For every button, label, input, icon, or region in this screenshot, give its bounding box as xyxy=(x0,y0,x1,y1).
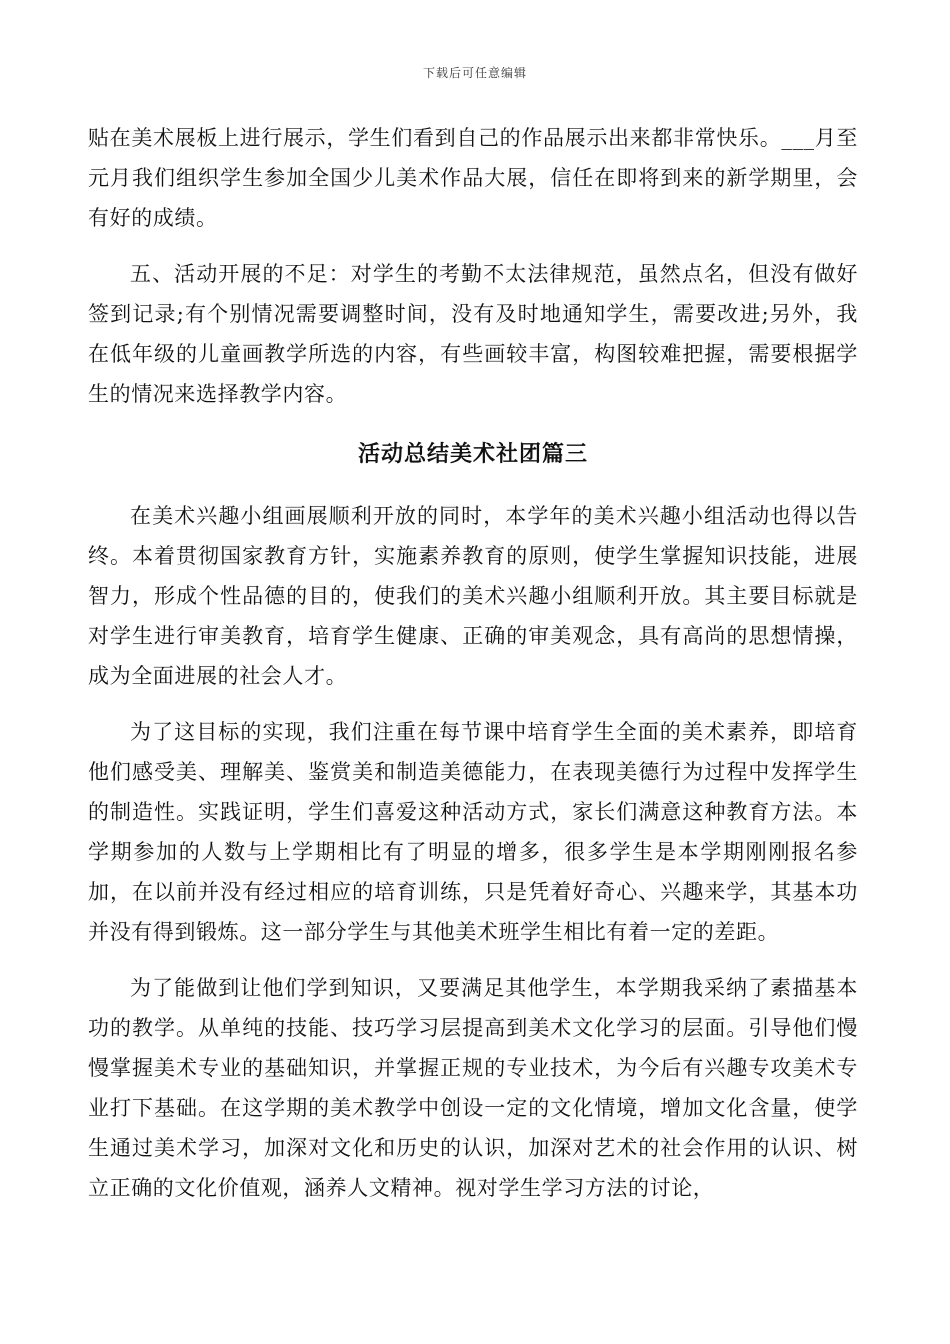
paragraph-shortcomings: 五、活动开展的不足：对学生的考勤不太法律规范，虽然点名，但没有做好签到记录;有个别情况需要调整时间，没有及时地通知学生，需要改进;另外，我在低年级的儿童画教学所选的内容，有些画较丰富，构图较难把握，需要根据学生的情况来选择教学内容。 xyxy=(88,262,858,406)
paragraph-goals: 为了这目标的实现，我们注重在每节课中培育学生全面的美术素养，即培育他们感受美、理解美、鉴赏美和制造美德能力，在表现美德行为过程中发挥学生的制造性。实践证明，学生们喜爱这种活动方式，家长们满意这种教育方法。本学期参加的人数与上学期相比有了明显的增多，很多学生是本学期刚刚报名参加，在以前并没有经过相应的培育训练，只是凭着好奇心、兴趣来学，其基本功并没有得到锻炼。这一部分学生与其他美术班学生相比有着一定的差距。 xyxy=(88,720,858,944)
paragraph-intro: 在美术兴趣小组画展顺利开放的同时，本学年的美术兴趣小组活动也得以告终。本着贯彻国家教育方针，实施素养教育的原则，使学生掌握知识技能，进展智力，形成个性品德的目的，使我们的美术兴趣小组顺利开放。其主要目标就是对学生进行审美教育，培育学生健康、正确的审美观念，具有高尚的思想情操，成为全面进展的社会人才。 xyxy=(88,504,858,688)
paragraph-continuation: 贴在美术展板上进行展示，学生们看到自己的作品展示出来都非常快乐。___月至元月我们组织学生参加全国少儿美术作品大展，信任在即将到来的新学期里，会有好的成绩。 xyxy=(88,126,858,230)
document-body xyxy=(88,118,858,1208)
section-title: 活动总结美术社团篇三 xyxy=(357,441,588,467)
page-header: 下载后可任意编辑 xyxy=(422,66,527,80)
paragraph-methods: 为了能做到让他们学到知识，又要满足其他学生，本学期我采纳了素描基本功的教学。从单纯的技能、技巧学习层提高到美术文化学习的层面。引导他们慢慢掌握美术专业的基础知识，并掌握正规的专业技术，为今后有兴趣专攻美术专业打下基础。在这学期的美术教学中创设一定的文化情境，增加文化含量，使学生通过美术学习，加深对文化和历史的认识，加深对艺术的社会作用的认识、树立正确的文化价值观，涵养人文精神。视对学生学习方法的讨论， xyxy=(88,976,858,1200)
